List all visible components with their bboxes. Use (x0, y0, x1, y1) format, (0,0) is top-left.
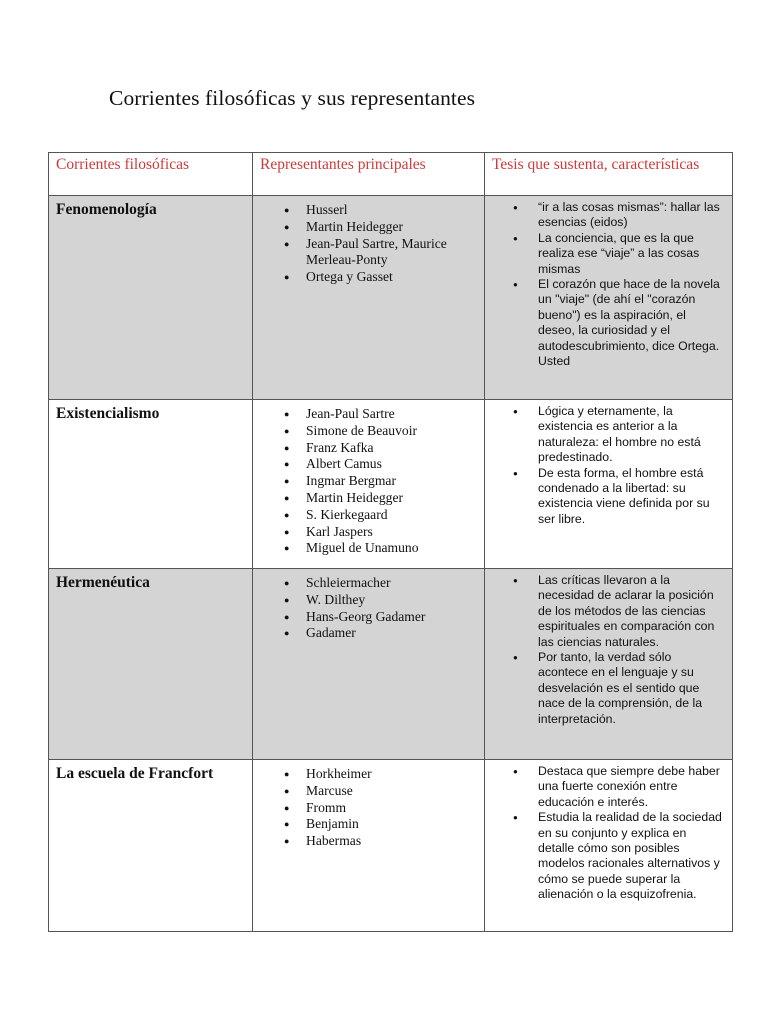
representantes-list (253, 196, 484, 286)
corriente-cell (49, 760, 253, 932)
list-item: ● Estudia la realidad de la sociedad en su conjunto y explica en detalle cómo son posibles modelos racionales alternativos y cómo se puede superar la alienación o la esquizofrenia. (513, 810, 724, 902)
list-item: ● Ingmar Bergmar (284, 473, 476, 490)
tesis-cell (485, 196, 733, 400)
list-item: ● Husserl (284, 202, 476, 219)
list-item: ● Franz Kafka (284, 440, 476, 457)
list-item: ● “ir a las cosas mismas”: hallar las esencias (eidos) (513, 200, 724, 231)
list-item: ● Gadamer (284, 625, 476, 642)
corriente-name: Fenomenología (56, 201, 157, 218)
corriente-name: Hermenéutica (56, 574, 150, 591)
list-item: ● La conciencia, que es la que realiza ese “viaje” a las cosas mismas (513, 231, 724, 277)
table-row-francfort (49, 760, 733, 932)
list-item: ● Las críticas llevaron a la necesidad de aclarar la posición de los métodos de las ciencias espirituales en comparación con las ciencias naturales. (513, 573, 724, 650)
table-row-hermeneutica (49, 569, 733, 760)
list-item: ● Habermas (284, 833, 476, 850)
list-item: ● Por tanto, la verdad sólo acontece en el lenguaje y su desvelación es el sentido que nace de la comprensión, de la interpretación. (513, 650, 724, 727)
representantes-cell (253, 760, 485, 932)
tesis-cell (485, 400, 733, 569)
list-item: ● Jean-Paul Sartre (284, 406, 476, 423)
list-item: ● Lógica y eternamente, la existencia es anterior a la naturaleza: el hombre no está predestinado. (513, 404, 724, 466)
representantes-list (253, 760, 484, 850)
header-corrientes: Corrientes filosóficas (49, 153, 253, 196)
list-item: ● Ortega y Gasset (284, 269, 476, 286)
list-item: ● Jean-Paul Sartre, Maurice Merleau-Ponty (284, 236, 476, 270)
corriente-name: Existencialismo (56, 405, 160, 422)
corriente-cell (49, 569, 253, 760)
list-item: ● W. Dilthey (284, 592, 476, 609)
list-item: ● Karl Jaspers (284, 524, 476, 541)
table-row-fenomenologia (49, 196, 733, 400)
list-item: ● Benjamin (284, 816, 476, 833)
list-item: ● Marcuse (284, 783, 476, 800)
table-header-row (49, 153, 733, 196)
corriente-cell (49, 196, 253, 400)
tesis-list (485, 760, 732, 903)
list-item: ● El corazón que hace de la novela un "viaje" (de ahí el "corazón bueno") es la aspiración, el deseo, la curiosidad y el autodescubrimiento, dice Ortega. Usted (513, 277, 724, 369)
tesis-cell (485, 569, 733, 760)
representantes-list (253, 569, 484, 642)
header-representantes: Representantes principales (253, 153, 485, 196)
tesis-cell (485, 760, 733, 932)
list-item: ● Fromm (284, 800, 476, 817)
list-item: ● Simone de Beauvoir (284, 423, 476, 440)
table-row-existencialismo (49, 400, 733, 569)
header-tesis: Tesis que sustenta, características (485, 153, 733, 196)
representantes-cell (253, 569, 485, 760)
representantes-list (253, 400, 484, 557)
representantes-cell (253, 196, 485, 400)
list-item: ● Martin Heidegger (284, 490, 476, 507)
list-item: ● Martin Heidegger (284, 219, 476, 236)
philosophy-table (48, 152, 733, 932)
list-item: ● De esta forma, el hombre está condenado a la libertad: su existencia viene definida por su ser libre. (513, 466, 724, 528)
page-title: Corrientes filosóficas y sus representantes (109, 86, 476, 110)
tesis-list (485, 196, 732, 369)
list-item: ● S. Kierkegaard (284, 507, 476, 524)
corriente-cell (49, 400, 253, 569)
tesis-list (485, 569, 732, 727)
list-item: ● Schleiermacher (284, 575, 476, 592)
list-item: ● Horkheimer (284, 766, 476, 783)
list-item: ● Hans-Georg Gadamer (284, 609, 476, 626)
representantes-cell (253, 400, 485, 569)
list-item: ● Albert Camus (284, 456, 476, 473)
corriente-name: La escuela de Francfort (56, 765, 214, 782)
list-item: ● Destaca que siempre debe haber una fuerte conexión entre educación e interés. (513, 764, 724, 810)
list-item: ● Miguel de Unamuno (284, 540, 476, 557)
tesis-list (485, 400, 732, 527)
